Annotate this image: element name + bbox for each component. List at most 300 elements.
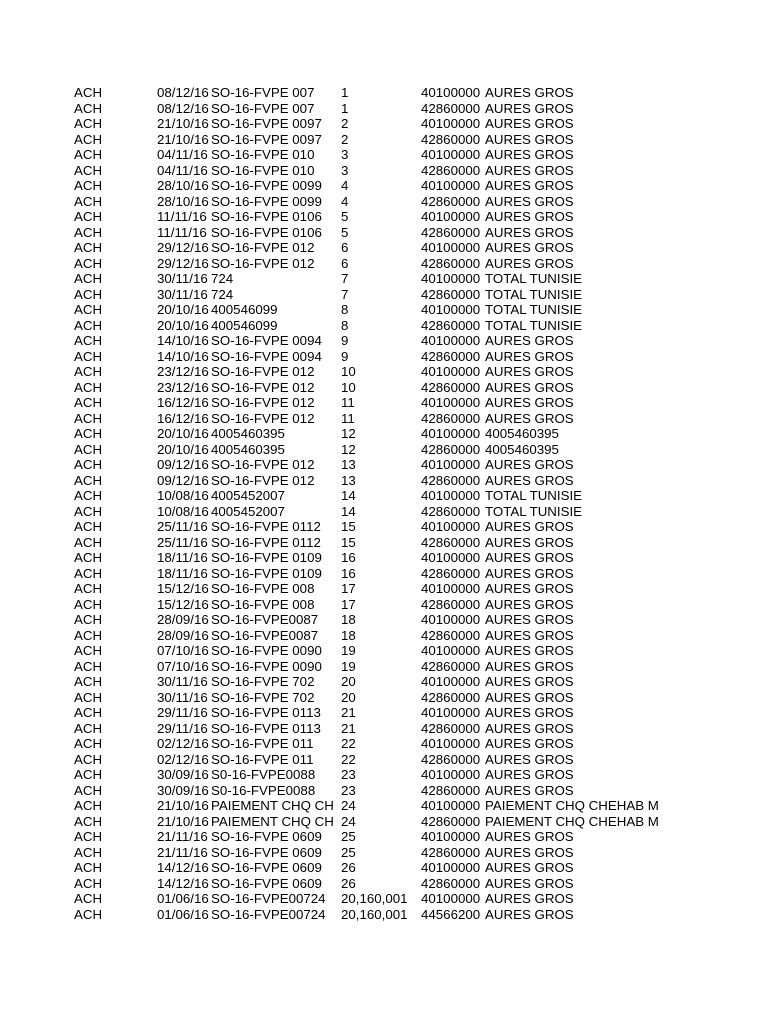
- date-cell: 23/12/16: [157, 379, 209, 395]
- entry-number-cell: 4: [341, 193, 349, 209]
- label-cell: AURES GROS: [485, 379, 574, 395]
- account-number-cell: 40100000: [421, 674, 481, 689]
- reference-cell: SO-16-FVPE 0097: [211, 131, 322, 147]
- label-cell: AURES GROS: [485, 891, 574, 906]
- date-cell: 29/11/16: [157, 705, 208, 720]
- entry-number-cell: 17: [341, 581, 356, 596]
- date-cell: 14/12/16: [157, 860, 209, 875]
- label-cell: AURES GROS: [485, 333, 574, 348]
- account-number-cell: 42860000: [421, 379, 481, 395]
- journal-code-cell: ACH: [74, 503, 103, 519]
- entry-number-cell: 21: [341, 720, 356, 736]
- journal-code-cell: ACH: [74, 736, 103, 751]
- table-row: [0, 628, 768, 644]
- label-cell: AURES GROS: [485, 100, 574, 116]
- table-row: [0, 845, 768, 861]
- journal-code-cell: ACH: [74, 147, 103, 162]
- journal-code-cell: ACH: [74, 782, 103, 798]
- entry-number-cell: 6: [341, 240, 349, 255]
- journal-code-cell: ACH: [74, 348, 103, 364]
- date-cell: 04/11/16: [157, 162, 208, 178]
- reference-cell: PAIEMENT CHQ CH: [211, 798, 334, 813]
- account-number-cell: 42860000: [421, 534, 481, 550]
- account-number-cell: 40100000: [421, 643, 481, 658]
- journal-code-cell: ACH: [74, 116, 103, 131]
- entry-number-cell: 10: [341, 364, 356, 379]
- reference-cell: SO-16-FVPE 007: [211, 100, 315, 116]
- label-cell: AURES GROS: [485, 193, 574, 209]
- entry-number-cell: 20,160,001: [341, 891, 408, 906]
- reference-cell: SO-16-FVPE 012: [211, 240, 315, 255]
- account-number-cell: 42860000: [421, 472, 481, 488]
- journal-code-cell: ACH: [74, 767, 103, 782]
- date-cell: 30/09/16: [157, 767, 209, 782]
- table-row: [0, 473, 768, 489]
- journal-code-cell: ACH: [74, 426, 103, 441]
- entry-number-cell: 22: [341, 751, 356, 767]
- journal-code-cell: ACH: [74, 705, 103, 720]
- entry-number-cell: 7: [341, 271, 349, 286]
- table-row: [0, 457, 768, 473]
- reference-cell: SO-16-FVPE 0106: [211, 209, 322, 224]
- journal-code-cell: ACH: [74, 534, 103, 550]
- label-cell: AURES GROS: [485, 627, 574, 643]
- account-number-cell: 42860000: [421, 875, 481, 891]
- journal-code-cell: ACH: [74, 658, 103, 674]
- entry-number-cell: 7: [341, 286, 349, 302]
- journal-code-cell: ACH: [74, 317, 103, 333]
- reference-cell: SO-16-FVPE 012: [211, 255, 315, 271]
- table-row: [0, 597, 768, 613]
- reference-cell: SO-16-FVPE 012: [211, 472, 315, 488]
- account-number-cell: 42860000: [421, 813, 481, 829]
- date-cell: 21/11/16: [157, 844, 208, 860]
- entry-number-cell: 18: [341, 612, 356, 627]
- label-cell: AURES GROS: [485, 131, 574, 147]
- date-cell: 15/12/16: [157, 581, 209, 596]
- table-row: [0, 442, 768, 458]
- entry-number-cell: 4: [341, 178, 349, 193]
- table-row: [0, 752, 768, 768]
- reference-cell: SO-16-FVPE 0094: [211, 348, 322, 364]
- date-cell: 10/08/16: [157, 488, 209, 503]
- table-row: [0, 659, 768, 675]
- reference-cell: SO-16-FVPE0087: [211, 627, 319, 643]
- date-cell: 18/11/16: [157, 565, 208, 581]
- date-cell: 01/06/16: [157, 891, 209, 906]
- table-row: [0, 380, 768, 396]
- entry-number-cell: 2: [341, 116, 349, 131]
- date-cell: 21/11/16: [157, 829, 208, 844]
- account-number-cell: 40100000: [421, 116, 481, 131]
- account-number-cell: 40100000: [421, 240, 481, 255]
- date-cell: 28/10/16: [157, 193, 209, 209]
- table-row: [0, 550, 768, 566]
- journal-code-cell: ACH: [74, 240, 103, 255]
- label-cell: AURES GROS: [485, 240, 574, 255]
- reference-cell: SO-16-FVPE 0090: [211, 658, 322, 674]
- date-cell: 21/10/16: [157, 116, 209, 131]
- table-row: [0, 85, 768, 101]
- reference-cell: SO-16-FVPE 012: [211, 410, 315, 426]
- entry-number-cell: 20,160,001: [341, 906, 408, 922]
- journal-code-cell: ACH: [74, 891, 103, 906]
- account-number-cell: 40100000: [421, 395, 481, 410]
- label-cell: AURES GROS: [485, 116, 574, 131]
- date-cell: 23/12/16: [157, 364, 209, 379]
- account-number-cell: 42860000: [421, 782, 481, 798]
- entry-number-cell: 18: [341, 627, 356, 643]
- date-cell: 28/09/16: [157, 612, 209, 627]
- table-row: [0, 209, 768, 225]
- date-cell: 11/11/16: [157, 224, 207, 240]
- table-row: [0, 147, 768, 163]
- entry-number-cell: 24: [341, 798, 356, 813]
- table-row: [0, 225, 768, 241]
- journal-code-cell: ACH: [74, 209, 103, 224]
- reference-cell: SO-16-FVPE 0112: [211, 534, 321, 550]
- reference-cell: 4005460395: [211, 441, 285, 457]
- date-cell: 30/09/16: [157, 782, 209, 798]
- journal-code-cell: ACH: [74, 565, 103, 581]
- account-number-cell: 40100000: [421, 891, 481, 906]
- reference-cell: SO-16-FVPE 0609: [211, 844, 322, 860]
- date-cell: 09/12/16: [157, 457, 209, 472]
- label-cell: TOTAL TUNISIE: [485, 271, 583, 286]
- table-row: [0, 581, 768, 597]
- reference-cell: SO-16-FVPE 0113: [211, 705, 321, 720]
- journal-code-cell: ACH: [74, 751, 103, 767]
- table-row: [0, 426, 768, 442]
- label-cell: AURES GROS: [485, 581, 574, 596]
- table-row: [0, 690, 768, 706]
- label-cell: AURES GROS: [485, 534, 574, 550]
- label-cell: AURES GROS: [485, 643, 574, 658]
- date-cell: 16/12/16: [157, 410, 209, 426]
- label-cell: AURES GROS: [485, 875, 574, 891]
- date-cell: 30/11/16: [157, 674, 208, 689]
- table-row: [0, 256, 768, 272]
- journal-code-cell: ACH: [74, 627, 103, 643]
- journal-code-cell: ACH: [74, 581, 103, 596]
- journal-code-cell: ACH: [74, 674, 103, 689]
- entry-number-cell: 5: [341, 224, 349, 240]
- journal-code-cell: ACH: [74, 286, 103, 302]
- account-number-cell: 42860000: [421, 503, 481, 519]
- date-cell: 15/12/16: [157, 596, 209, 612]
- entry-number-cell: 26: [341, 875, 356, 891]
- table-row: [0, 705, 768, 721]
- reference-cell: SO-16-FVPE 0113: [211, 720, 321, 736]
- account-number-cell: 40100000: [421, 860, 481, 875]
- reference-cell: SO-16-FVPE 0112: [211, 519, 321, 534]
- entry-number-cell: 13: [341, 457, 356, 472]
- date-cell: 08/12/16: [157, 85, 209, 100]
- label-cell: AURES GROS: [485, 550, 574, 565]
- label-cell: AURES GROS: [485, 410, 574, 426]
- journal-code-cell: ACH: [74, 255, 103, 271]
- table-row: [0, 721, 768, 737]
- entry-number-cell: 14: [341, 488, 356, 503]
- label-cell: AURES GROS: [485, 457, 574, 472]
- reference-cell: SO-16-FVPE 0106: [211, 224, 322, 240]
- date-cell: 30/11/16: [157, 689, 208, 705]
- table-row: [0, 163, 768, 179]
- label-cell: 4005460395: [485, 441, 559, 457]
- table-row: [0, 349, 768, 365]
- journal-code-cell: ACH: [74, 224, 103, 240]
- entry-number-cell: 20: [341, 674, 356, 689]
- account-number-cell: 42860000: [421, 131, 481, 147]
- date-cell: 02/12/16: [157, 751, 209, 767]
- reference-cell: 4005460395: [211, 426, 285, 441]
- label-cell: TOTAL TUNISIE: [485, 286, 583, 302]
- account-number-cell: 40100000: [421, 302, 481, 317]
- account-number-cell: 40100000: [421, 519, 481, 534]
- table-row: [0, 519, 768, 535]
- date-cell: 11/11/16: [157, 209, 207, 224]
- table-row: [0, 194, 768, 210]
- entry-number-cell: 12: [341, 426, 356, 441]
- ledger-table: [0, 85, 768, 922]
- account-number-cell: 40100000: [421, 550, 481, 565]
- table-row: [0, 488, 768, 504]
- reference-cell: SO-16-FVPE00724: [211, 891, 326, 906]
- entry-number-cell: 15: [341, 534, 356, 550]
- table-row: [0, 178, 768, 194]
- entry-number-cell: 17: [341, 596, 356, 612]
- date-cell: 25/11/16: [157, 519, 208, 534]
- journal-code-cell: ACH: [74, 85, 103, 100]
- date-cell: 01/06/16: [157, 906, 209, 922]
- label-cell: AURES GROS: [485, 178, 574, 193]
- account-number-cell: 42860000: [421, 565, 481, 581]
- entry-number-cell: 19: [341, 643, 356, 658]
- label-cell: AURES GROS: [485, 565, 574, 581]
- label-cell: AURES GROS: [485, 844, 574, 860]
- entry-number-cell: 9: [341, 348, 349, 364]
- reference-cell: SO-16-FVPE 012: [211, 395, 315, 410]
- entry-number-cell: 3: [341, 147, 349, 162]
- journal-code-cell: ACH: [74, 457, 103, 472]
- date-cell: 30/11/16: [157, 271, 208, 286]
- label-cell: AURES GROS: [485, 906, 574, 922]
- reference-cell: SO-16-FVPE 008: [211, 596, 315, 612]
- table-row: [0, 364, 768, 380]
- label-cell: AURES GROS: [485, 255, 574, 271]
- account-number-cell: 40100000: [421, 488, 481, 503]
- entry-number-cell: 26: [341, 860, 356, 875]
- date-cell: 20/10/16: [157, 441, 209, 457]
- reference-cell: SO-16-FVPE 012: [211, 457, 315, 472]
- account-number-cell: 44566200: [421, 906, 481, 922]
- account-number-cell: 40100000: [421, 85, 481, 100]
- account-number-cell: 40100000: [421, 736, 481, 751]
- label-cell: AURES GROS: [485, 612, 574, 627]
- date-cell: 18/11/16: [157, 550, 208, 565]
- date-cell: 14/10/16: [157, 348, 209, 364]
- label-cell: AURES GROS: [485, 736, 574, 751]
- reference-cell: SO-16-FVPE 702: [211, 674, 315, 689]
- reference-cell: SO-16-FVPE 0099: [211, 193, 322, 209]
- table-row: [0, 132, 768, 148]
- account-number-cell: 40100000: [421, 457, 481, 472]
- reference-cell: SO-16-FVPE00724: [211, 906, 326, 922]
- entry-number-cell: 11: [341, 395, 355, 410]
- reference-cell: SO-16-FVPE 702: [211, 689, 315, 705]
- label-cell: AURES GROS: [485, 519, 574, 534]
- table-row: [0, 814, 768, 830]
- account-number-cell: 42860000: [421, 162, 481, 178]
- account-number-cell: 40100000: [421, 271, 481, 286]
- table-row: [0, 907, 768, 923]
- date-cell: 30/11/16: [157, 286, 208, 302]
- account-number-cell: 40100000: [421, 178, 481, 193]
- label-cell: AURES GROS: [485, 364, 574, 379]
- account-number-cell: 40100000: [421, 364, 481, 379]
- reference-cell: SO-16-FVPE 010: [211, 147, 315, 162]
- table-row: [0, 411, 768, 427]
- reference-cell: 724: [211, 286, 234, 302]
- date-cell: 20/10/16: [157, 426, 209, 441]
- label-cell: AURES GROS: [485, 395, 574, 410]
- entry-number-cell: 14: [341, 503, 356, 519]
- table-row: [0, 767, 768, 783]
- label-cell: AURES GROS: [485, 767, 574, 782]
- label-cell: AURES GROS: [485, 751, 574, 767]
- label-cell: AURES GROS: [485, 782, 574, 798]
- table-row: [0, 783, 768, 799]
- label-cell: AURES GROS: [485, 860, 574, 875]
- date-cell: 20/10/16: [157, 302, 209, 317]
- entry-number-cell: 25: [341, 829, 356, 844]
- account-number-cell: 42860000: [421, 348, 481, 364]
- entry-number-cell: 21: [341, 705, 356, 720]
- journal-code-cell: ACH: [74, 844, 103, 860]
- journal-code-cell: ACH: [74, 643, 103, 658]
- journal-code-cell: ACH: [74, 612, 103, 627]
- entry-number-cell: 19: [341, 658, 356, 674]
- table-row: [0, 876, 768, 892]
- reference-cell: SO-16-FVPE 0097: [211, 116, 322, 131]
- journal-code-cell: ACH: [74, 379, 103, 395]
- date-cell: 16/12/16: [157, 395, 209, 410]
- account-number-cell: 40100000: [421, 767, 481, 782]
- account-number-cell: 42860000: [421, 255, 481, 271]
- account-number-cell: 42860000: [421, 224, 481, 240]
- reference-cell: SO-16-FVPE 011: [211, 751, 314, 767]
- table-row: [0, 395, 768, 411]
- label-cell: AURES GROS: [485, 705, 574, 720]
- journal-code-cell: ACH: [74, 333, 103, 348]
- account-number-cell: 40100000: [421, 209, 481, 224]
- date-cell: 21/10/16: [157, 798, 209, 813]
- label-cell: AURES GROS: [485, 209, 574, 224]
- date-cell: 04/11/16: [157, 147, 208, 162]
- entry-number-cell: 1: [341, 85, 349, 100]
- table-row: [0, 101, 768, 117]
- label-cell: TOTAL TUNISIE: [485, 488, 583, 503]
- journal-code-cell: ACH: [74, 550, 103, 565]
- label-cell: TOTAL TUNISIE: [485, 503, 583, 519]
- label-cell: AURES GROS: [485, 348, 574, 364]
- date-cell: 28/09/16: [157, 627, 209, 643]
- label-cell: AURES GROS: [485, 829, 574, 844]
- account-number-cell: 42860000: [421, 193, 481, 209]
- account-number-cell: 40100000: [421, 798, 481, 813]
- date-cell: 09/12/16: [157, 472, 209, 488]
- reference-cell: SO-16-FVPE 0094: [211, 333, 322, 348]
- table-row: [0, 116, 768, 132]
- account-number-cell: 42860000: [421, 627, 481, 643]
- entry-number-cell: 10: [341, 379, 356, 395]
- journal-code-cell: ACH: [74, 488, 103, 503]
- label-cell: AURES GROS: [485, 472, 574, 488]
- label-cell: AURES GROS: [485, 689, 574, 705]
- reference-cell: 4005452007: [211, 488, 285, 503]
- reference-cell: SO-16-FVPE 010: [211, 162, 315, 178]
- entry-number-cell: 2: [341, 131, 349, 147]
- account-number-cell: 42860000: [421, 410, 481, 426]
- label-cell: PAIEMENT CHQ CHEHAB M: [485, 813, 659, 829]
- label-cell: AURES GROS: [485, 162, 574, 178]
- label-cell: 4005460395: [485, 426, 559, 441]
- table-row: [0, 318, 768, 334]
- journal-code-cell: ACH: [74, 271, 103, 286]
- journal-code-cell: ACH: [74, 302, 103, 317]
- reference-cell: 4005452007: [211, 503, 285, 519]
- date-cell: 29/12/16: [157, 255, 209, 271]
- journal-code-cell: ACH: [74, 519, 103, 534]
- table-row: [0, 612, 768, 628]
- reference-cell: SO-16-FVPE 0609: [211, 875, 322, 891]
- label-cell: AURES GROS: [485, 224, 574, 240]
- entry-number-cell: 22: [341, 736, 356, 751]
- account-number-cell: 42860000: [421, 751, 481, 767]
- account-number-cell: 42860000: [421, 441, 481, 457]
- account-number-cell: 42860000: [421, 100, 481, 116]
- account-number-cell: 40100000: [421, 426, 481, 441]
- table-row: [0, 504, 768, 520]
- table-row: [0, 891, 768, 907]
- journal-code-cell: ACH: [74, 906, 103, 922]
- journal-code-cell: ACH: [74, 410, 103, 426]
- entry-number-cell: 11: [341, 410, 355, 426]
- journal-code-cell: ACH: [74, 798, 103, 813]
- entry-number-cell: 1: [341, 100, 349, 116]
- date-cell: 21/10/16: [157, 813, 209, 829]
- entry-number-cell: 6: [341, 255, 349, 271]
- label-cell: AURES GROS: [485, 720, 574, 736]
- account-number-cell: 42860000: [421, 689, 481, 705]
- reference-cell: 400546099: [211, 302, 278, 317]
- journal-code-cell: ACH: [74, 395, 103, 410]
- journal-code-cell: ACH: [74, 100, 103, 116]
- table-row: [0, 535, 768, 551]
- account-number-cell: 42860000: [421, 720, 481, 736]
- reference-cell: SO-16-FVPE 0609: [211, 860, 322, 875]
- date-cell: 20/10/16: [157, 317, 209, 333]
- entry-number-cell: 25: [341, 844, 356, 860]
- entry-number-cell: 9: [341, 333, 349, 348]
- entry-number-cell: 8: [341, 302, 349, 317]
- account-number-cell: 40100000: [421, 147, 481, 162]
- reference-cell: SO-16-FVPE 012: [211, 379, 315, 395]
- reference-cell: SO-16-FVPE 0090: [211, 643, 322, 658]
- date-cell: 07/10/16: [157, 658, 209, 674]
- reference-cell: S0-16-FVPE0088: [211, 767, 316, 782]
- table-row: [0, 643, 768, 659]
